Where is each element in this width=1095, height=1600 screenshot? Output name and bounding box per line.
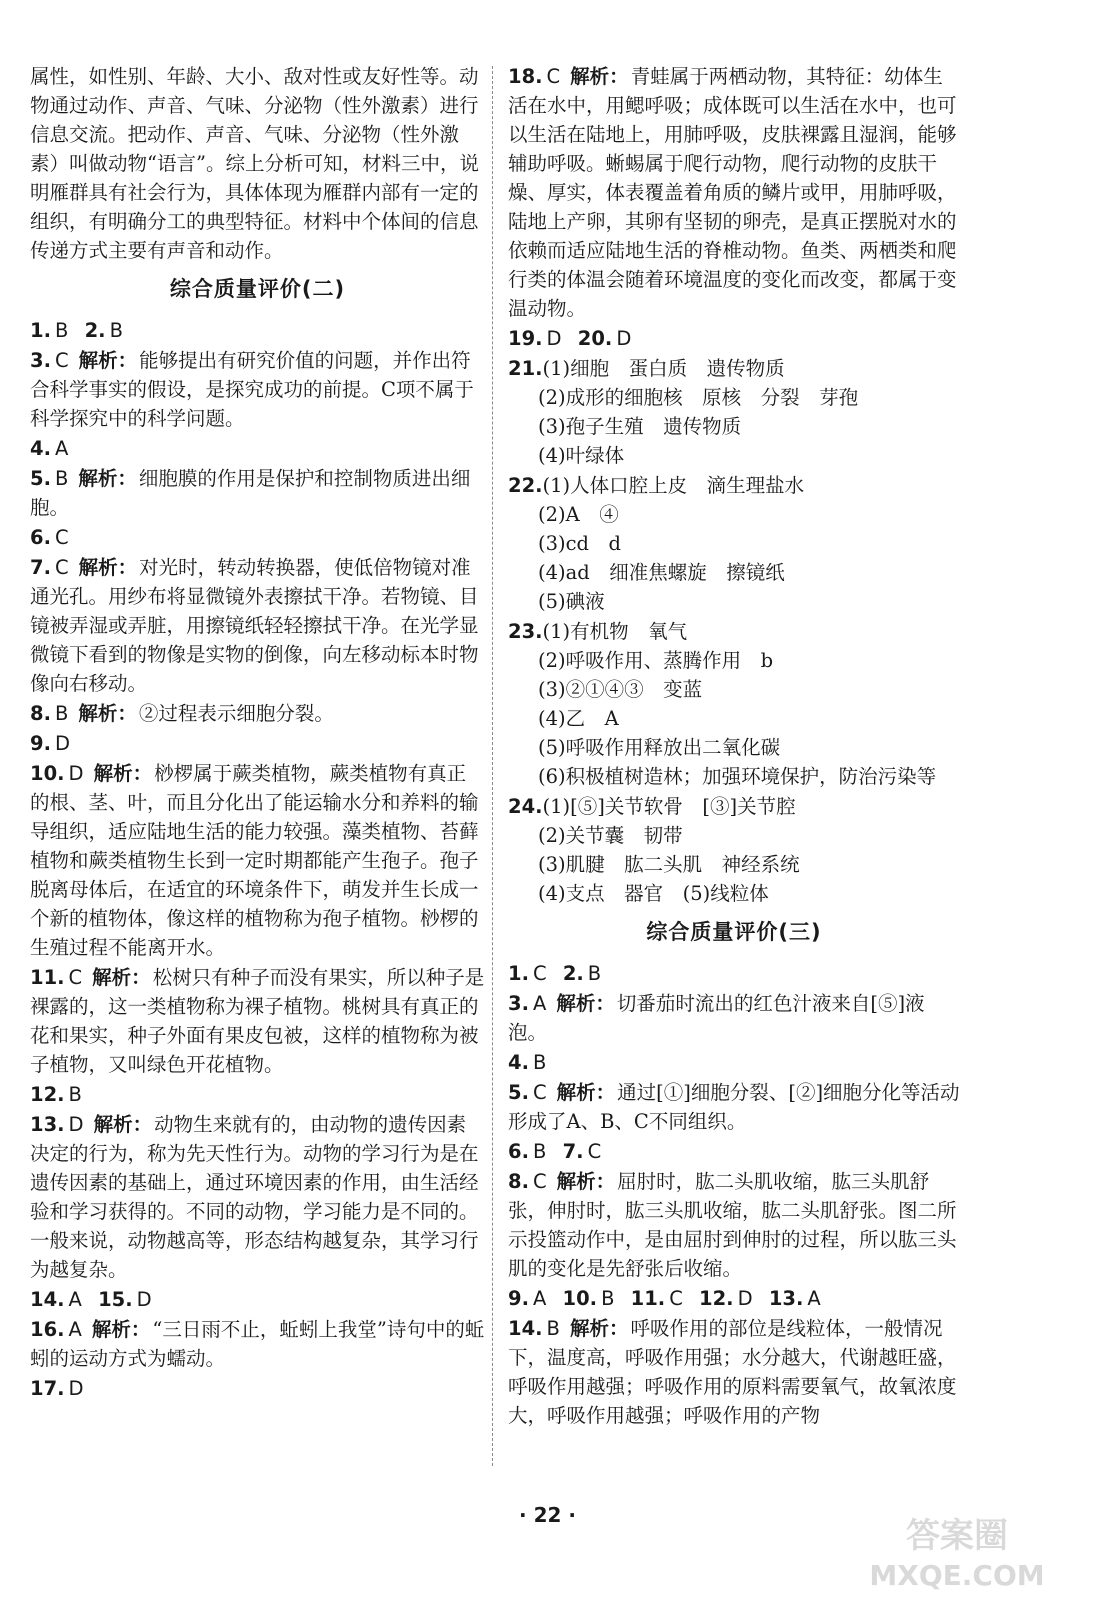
q-number: 4.: [30, 437, 51, 460]
analysis-text: 屈肘时，肱二头肌收缩，肱三头肌舒张，伸肘时，肱三头肌收缩，肱二头肌舒张。图二所示投篮动作中，是由屈肘到伸肘的过程，所以肱三头肌的变化是先舒张后收缩。: [508, 1170, 957, 1280]
section-title-2: 综合质量评价(二): [169, 277, 346, 301]
q-answer: D: [54, 732, 70, 755]
analysis-label: 解析：: [78, 556, 138, 579]
q-number: 1.: [30, 319, 51, 342]
analysis-text: 桫椤属于蕨类植物，蕨类植物有真正的根、茎、叶，而且分化出了能运输水分和养料的输导组织，适应陆地生活的能力较强。藻类植物、苔藓植物和蕨类植物生长到一定时期都能产生孢子。孢子脱离母体后，在适宜的环境条件下，萌发并生长成一个新的植物体，像这样的植物称为孢子植物。桫椤的生殖过程不能离开水。: [30, 762, 479, 959]
q-answer: D: [68, 1377, 84, 1400]
answer-entry-23: [508, 617, 960, 791]
column-divider: [492, 66, 493, 1466]
answer-entry-4: [508, 1048, 960, 1077]
answer-entry-9: [30, 729, 485, 758]
answer-row-1-2: [30, 316, 485, 345]
q-number: 23.: [508, 620, 543, 643]
answer-row-1-2: [508, 959, 960, 988]
q-number: 19.: [508, 327, 543, 350]
q-answer: B: [532, 1051, 547, 1074]
q-number: 20.: [577, 327, 613, 350]
sub-answer: (2)关节囊 韧带: [538, 824, 683, 847]
analysis-text: 能够提出有研究价值的问题，并作出符合科学事实的假设，是探究成功的前提。C项不属于科学探究中的科学问题。: [30, 349, 474, 430]
answer-entry-5: [30, 464, 485, 522]
analysis-text: 青蛙属于两栖动物，其特征：幼体生活在水中，用鳃呼吸；成体既可以生活在水中，也可以生活在陆地上，用肺呼吸，皮肤裸露且湿润，能够辅助呼吸。蜥蜴属于爬行动物，爬行动物的皮肤干燥、厚实，体表覆盖着角质的鳞片或甲，用肺呼吸，陆地上产卵，其卵有坚韧的卵壳，是真正摆脱对水的依赖而适应陆地生活的脊椎动物。鱼类、两栖类和爬行类的体温会随着环境温度的变化而改变，都属于变温动物。: [508, 65, 957, 320]
analysis-text: 通过[①]细胞分裂、[②]细胞分化等活动形成了A、B、C不同组织。: [508, 1081, 960, 1133]
analysis-label: 解析：: [78, 349, 138, 372]
answer-entry-6: [30, 523, 485, 552]
answer-entry-17: [30, 1374, 485, 1403]
q-number: 13.: [768, 1287, 804, 1310]
answer-entry-3: [30, 346, 485, 433]
answer-entry-10: [30, 759, 485, 962]
watermark-title: 答案圈: [906, 1516, 1008, 1556]
analysis-text: “三日雨不止，蚯蚓上我堂”诗句中的蚯蚓的运动方式为蠕动。: [30, 1318, 485, 1370]
answer-entry-8: [508, 1167, 960, 1283]
q-number: 11.: [30, 966, 65, 989]
analysis-text: 动物生来就有的，由动物的遗传因素决定的行为，称为先天性行为。动物的学习行为是在遗传因素的基础上，通过环境因素的作用，由生活经验和学习获得的。不同的动物，学习能力是不同的。一般来说，动物越高等，形态结构越复杂，其学习行为越复杂。: [30, 1113, 479, 1281]
analysis-label: 解析：: [93, 762, 153, 785]
sub-answer: (4)乙 A: [538, 707, 619, 730]
q-answer: C: [532, 1081, 547, 1104]
q-number: 15.: [98, 1288, 133, 1311]
q-answer: D: [68, 1113, 84, 1136]
answer-entry-8: [30, 699, 485, 728]
q-number: 14.: [30, 1288, 65, 1311]
answer-row-19-20: [508, 324, 960, 353]
sub-answer: (2)成形的细胞核 原核 分裂 芽孢: [538, 386, 859, 409]
q-answer: B: [587, 962, 602, 985]
q-answer: A: [54, 437, 69, 460]
q-number: 6.: [508, 1140, 529, 1163]
q-answer: A: [68, 1288, 82, 1311]
analysis-label: 解析：: [570, 65, 629, 88]
q-answer: B: [601, 1287, 615, 1310]
analysis-label: 解析：: [92, 966, 151, 989]
analysis-text: 细胞膜的作用是保护和控制物质进出细胞。: [30, 467, 471, 519]
answer-entry-11: [30, 963, 485, 1079]
answer-entry-13: [30, 1110, 485, 1284]
q-number: 3.: [30, 349, 51, 372]
q-number: 10.: [562, 1287, 598, 1310]
analysis-label: 解析：: [556, 992, 615, 1015]
analysis-text: 松树只有种子而没有果实，所以种子是裸露的，这一类植物称为裸子植物。桃树具有真正的花和果实，种子外面有果皮包被，这样的植物称为被子植物，又叫绿色开花植物。: [30, 966, 485, 1076]
q-number: 8.: [30, 702, 51, 725]
analysis-label: 解析：: [78, 702, 137, 725]
q-number: 6.: [30, 526, 51, 549]
page-number: · 22 ·: [519, 1503, 576, 1527]
q-number: 12.: [30, 1083, 65, 1106]
answer-row-6-7: [508, 1137, 960, 1166]
answer-entry-24: [508, 792, 960, 908]
q-answer: D: [546, 327, 562, 350]
q-answer: B: [109, 319, 123, 342]
q-number: 22.: [508, 474, 543, 497]
q-number: 2.: [562, 962, 584, 985]
answer-entry-16: [30, 1315, 485, 1373]
answer-entry-18: [508, 62, 960, 323]
q-answer: D: [136, 1288, 152, 1311]
answer-row-14-15: [30, 1285, 485, 1314]
analysis-text: 呼吸作用的部位是线粒体，一般情况下，温度高，呼吸作用强；水分越大，代谢越旺盛，呼吸作用越强；呼吸作用的原料需要氧气，故氧浓度大，呼吸作用越强；呼吸作用的产物: [508, 1317, 957, 1427]
intro-paragraph: 属性，如性别、年龄、大小、敌对性或友好性等。动物通过动作、声音、气味、分泌物（性外激素）进行信息交流。把动作、声音、气味、分泌物（性外激素）叫做动物“语言”。综上分析可知，材料三中，说明雁群具有社会行为，具体体现为雁群内部有一定的组织，有明确分工的典型特征。材料中个体间的信息传递方式主要有声音和动作。: [30, 65, 479, 262]
q-answer: D: [616, 327, 632, 350]
answer-entry-7: [30, 553, 485, 698]
q-number: 10.: [30, 762, 65, 785]
q-number: 11.: [630, 1287, 666, 1310]
answer-entry-14: [508, 1314, 960, 1430]
q-answer: C: [669, 1287, 683, 1310]
q-answer: C: [546, 65, 561, 88]
analysis-text: ②过程表示细胞分裂。: [138, 702, 334, 725]
analysis-text: 切番茄时流出的红色汁液来自[⑤]液泡。: [508, 992, 925, 1044]
q-number: 7.: [562, 1140, 584, 1163]
q-answer: A: [807, 1287, 821, 1310]
q-answer: C: [54, 556, 69, 579]
sub-answer: (5)碘液: [538, 590, 605, 613]
sub-answer: (1)[⑤]关节软骨 [③]关节腔: [542, 795, 796, 818]
q-number: 16.: [30, 1318, 65, 1341]
sub-answer: (3)孢子生殖 遗传物质: [538, 415, 742, 438]
analysis-label: 解析：: [93, 1113, 153, 1136]
q-answer: C: [54, 349, 69, 372]
q-answer: B: [546, 1317, 560, 1340]
q-number: 7.: [30, 556, 51, 579]
q-answer: C: [68, 966, 83, 989]
answer-entry-12: [30, 1080, 485, 1109]
q-answer: A: [532, 992, 547, 1015]
q-number: 14.: [508, 1317, 543, 1340]
analysis-label: 解析：: [556, 1081, 616, 1104]
q-answer: B: [54, 702, 69, 725]
sub-answer: (2)A ④: [538, 503, 619, 526]
watermark-url: MXQE.COM: [869, 1559, 1045, 1592]
q-number: 3.: [508, 992, 529, 1015]
q-answer: B: [68, 1083, 82, 1106]
sub-answer: (3)肌腱 肱二头肌 神经系统: [538, 853, 800, 876]
q-answer: B: [54, 467, 69, 490]
answer-entry-5: [508, 1078, 960, 1136]
sub-answer: (2)呼吸作用、蒸腾作用 b: [538, 649, 774, 672]
q-number: 2.: [84, 319, 106, 342]
section-title-3: 综合质量评价(三): [646, 920, 822, 944]
q-number: 24.: [508, 795, 543, 818]
analysis-label: 解析：: [78, 467, 137, 490]
analysis-label: 解析：: [91, 1318, 151, 1341]
answer-row-9-13: [508, 1284, 960, 1313]
q-number: 13.: [30, 1113, 65, 1136]
q-answer: C: [587, 1140, 602, 1163]
q-answer: C: [532, 962, 547, 985]
q-number: 9.: [30, 732, 51, 755]
sub-answer: (4)ad 细准焦螺旋 擦镜纸: [538, 561, 785, 584]
analysis-text: 对光时，转动转换器，使低倍物镜对准通光孔。用纱布将显微镜外表擦拭干净。若物镜、目镜被弄湿或弄脏，用擦镜纸轻轻擦拭干净。在光学显微镜下看到的物像是实物的倒像，向左移动标本时物像向右移动。: [30, 556, 479, 695]
right-column: [508, 62, 960, 1431]
answer-entry-4: [30, 434, 485, 463]
sub-answer: (3)cd d: [538, 532, 622, 555]
q-answer: B: [54, 319, 69, 342]
answer-entry-22: [508, 471, 960, 616]
answer-entry-21: [508, 354, 960, 470]
watermark-logo: [847, 1505, 1067, 1595]
q-answer: B: [532, 1140, 547, 1163]
sub-answer: (4)叶绿体: [538, 444, 625, 467]
q-answer: D: [68, 762, 84, 785]
q-number: 1.: [508, 962, 529, 985]
analysis-label: 解析：: [569, 1317, 629, 1340]
q-number: 5.: [30, 467, 51, 490]
q-number: 21.: [508, 357, 543, 380]
q-number: 17.: [30, 1377, 65, 1400]
q-number: 4.: [508, 1051, 529, 1074]
q-answer: A: [68, 1318, 82, 1341]
q-number: 12.: [699, 1287, 734, 1310]
q-answer: D: [737, 1287, 753, 1310]
q-answer: A: [532, 1287, 547, 1310]
answer-entry-3: [508, 989, 960, 1047]
sub-answer: (1)人体口腔上皮 滴生理盐水: [542, 474, 805, 497]
sub-answer: (3)②①④③ 变蓝: [538, 678, 703, 701]
sub-answer: (4)支点 器官 (5)线粒体: [538, 882, 769, 905]
sub-answer: (5)呼吸作用释放出二氧化碳: [538, 736, 781, 759]
q-answer: C: [532, 1170, 547, 1193]
sub-answer: (1)有机物 氧气: [542, 620, 688, 643]
sub-answer: (1)细胞 蛋白质 遗传物质: [542, 357, 785, 380]
q-number: 5.: [508, 1081, 529, 1104]
analysis-label: 解析：: [556, 1170, 616, 1193]
sub-answer: (6)积极植树造林；加强环境保护，防治污染等: [538, 765, 937, 788]
left-column: [30, 62, 485, 1404]
q-answer: C: [54, 526, 69, 549]
q-number: 18.: [508, 65, 543, 88]
q-number: 9.: [508, 1287, 529, 1310]
q-number: 8.: [508, 1170, 529, 1193]
